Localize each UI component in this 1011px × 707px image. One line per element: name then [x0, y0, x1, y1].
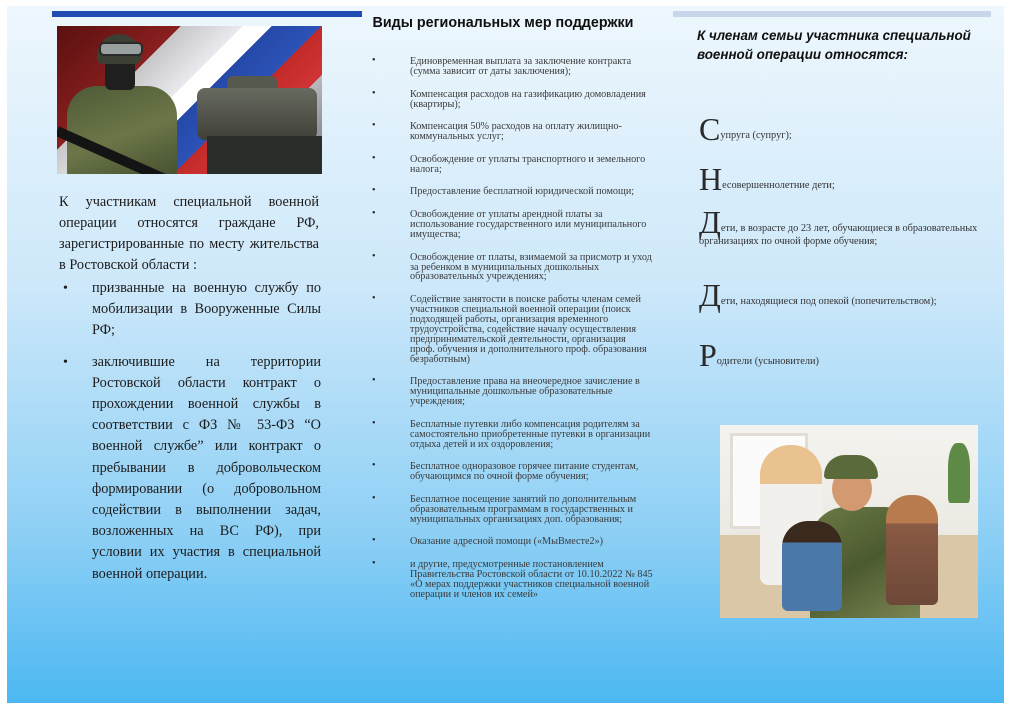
- drop-cap: Н: [699, 161, 723, 197]
- list-item-text: Оказание адресной помощи («МыВместе2»): [410, 536, 604, 548]
- family-item-student-children: [699, 204, 999, 248]
- drop-cap: Д: [699, 204, 721, 240]
- list-item: [353, 87, 653, 110]
- list-item: [59, 278, 321, 342]
- bullet-icon: •: [372, 120, 376, 132]
- list-item-text: призванные на военную службу по мобилизации в Вооруженные Силы РФ;: [92, 280, 321, 339]
- list-item-text: Единовременная выплата за заключение контракта (сумма зависит от даты заключения);: [410, 56, 632, 77]
- list-item: [353, 210, 653, 240]
- bullet-icon: •: [63, 354, 68, 370]
- bullet-icon: •: [372, 558, 376, 570]
- family-item-text: есовершеннолетние дети;: [722, 180, 835, 191]
- family-members-title: К членам семьи участника специальной военной операции относятся:: [697, 28, 971, 62]
- top-accent-bar: [673, 11, 991, 17]
- bullet-icon: •: [372, 250, 376, 262]
- drop-cap: Д: [699, 277, 721, 313]
- soldier-face-shape: [105, 60, 135, 90]
- participants-intro: К участникам специальной военной операции относятся граждане РФ, зарегистрированные по месту жительства в Ростовской области :: [59, 194, 319, 273]
- support-measures-list: [353, 57, 653, 613]
- list-item-text: заключившие на территории Ростовской области контракт о прохождении военной службы в соответствии с ФЗ № 53-ФЗ “О военной службе” или контракт о пребывании в добровольческом формировании (о добровольном содействии в выполнении задач, возложенных на ВС РФ), при условии их участия в специальной военной операции.: [92, 353, 321, 582]
- list-item: [353, 462, 653, 482]
- top-accent-bar: [52, 11, 362, 17]
- list-item-text: Бесплатное посещение занятий по дополнительным образовательным программам в государственных и муниципальных организациях доп. образования;: [410, 493, 637, 525]
- list-item: [353, 295, 653, 364]
- list-item-text: Бесплатные путевки либо компенсация родителям за самостоятельно приобретенные путевки в организации отдыха детей и их оздоровления;: [410, 418, 651, 450]
- brochure-page: [7, 6, 1004, 703]
- family-item-text: упруга (супруг);: [720, 130, 792, 141]
- list-item-text: Предоставление бесплатной юридической помощи;: [410, 186, 635, 198]
- list-item: [353, 250, 653, 283]
- support-measures-title: Виды региональных мер поддержки: [372, 15, 634, 31]
- list-item: [353, 57, 653, 77]
- bullet-icon: •: [372, 293, 376, 305]
- family-item-text: ети, в возрасте до 23 лет, обучающиеся в образовательных организациях по очной форме обучения;: [699, 223, 978, 247]
- list-item: [59, 352, 321, 585]
- list-item-text: и другие, предусмотренные постановлением Правительства Ростовской области от 10.10.2022 № 845 «О мерах поддержки участников специальной военной операции и членов их семей»: [410, 559, 653, 600]
- list-item: [353, 492, 653, 525]
- list-item: [353, 417, 653, 450]
- bullet-icon: •: [372, 417, 376, 429]
- military-cap-shape: [824, 455, 878, 479]
- family-item-spouse: [699, 111, 999, 147]
- list-item: [353, 560, 653, 600]
- family-item-text: одители (усыновители): [716, 356, 819, 367]
- list-item: [353, 122, 653, 142]
- soldier-photo: [57, 26, 322, 174]
- bullet-icon: •: [372, 375, 376, 387]
- middle-column: [353, 6, 653, 703]
- list-item: [353, 187, 653, 197]
- list-item-text: Предоставление права на внеочередное зачисление в муниципальные дошкольные образовательные учреждения;: [410, 376, 640, 408]
- list-item-text: Освобождение от уплаты транспортного и земельного налога;: [410, 153, 646, 175]
- bullet-icon: •: [372, 152, 376, 164]
- armored-vehicle-shape: [197, 88, 317, 140]
- bullet-icon: •: [372, 55, 376, 66]
- plant-shape: [948, 443, 970, 503]
- bullet-icon: •: [372, 535, 376, 547]
- bullet-icon: •: [63, 281, 68, 296]
- bullet-icon: •: [372, 87, 376, 99]
- right-column: [669, 6, 1004, 703]
- family-item-parents: [699, 337, 999, 373]
- list-item-text: Компенсация 50% расходов на оплату жилищно-коммунальных услуг;: [410, 121, 622, 143]
- left-column: [7, 6, 325, 703]
- participants-list: [59, 278, 321, 585]
- bullet-icon: •: [372, 185, 376, 197]
- bullet-icon: •: [372, 492, 376, 504]
- list-item-text: Компенсация расходов на газификацию домовладения (квартиры);: [410, 88, 646, 110]
- drop-cap: С: [699, 111, 721, 147]
- drop-cap: Р: [699, 337, 717, 373]
- family-item-minor-children: [699, 161, 999, 197]
- child-shape: [886, 495, 938, 605]
- vehicle-shadow-shape: [207, 136, 322, 174]
- list-item-text: Содействие занятости в поиске работы членам семей участников специальной военной операции (поиск подходящей работы, организация временного трудоустройства, содействие началу осуществления предпринимательской деятельности, организация проф. обучения и дополнительного проф. образования безработным): [410, 294, 647, 365]
- list-item-text: Освобождение от платы, взимаемой за присмотр и уход за ребенком в муниципальных дошкольных образовательных учреждениях;: [410, 251, 652, 283]
- goggles-shape: [99, 42, 143, 56]
- family-photo: [720, 425, 978, 618]
- family-item-wards: [699, 277, 999, 313]
- child-shape: [782, 521, 842, 611]
- bullet-icon: •: [372, 208, 376, 220]
- list-item-text: Бесплатное одноразовое горячее питание студентам, обучающимся по очной форме обучения;: [410, 461, 639, 483]
- list-item: [353, 152, 653, 175]
- bullet-icon: •: [372, 460, 376, 472]
- list-item: [353, 377, 653, 407]
- list-item-text: Освобождение от уплаты арендной платы за использование государственного или муниципального имущества;: [410, 209, 647, 240]
- list-item: [353, 537, 653, 547]
- family-item-text: ети, находящиеся под опекой (попечительством);: [720, 296, 937, 307]
